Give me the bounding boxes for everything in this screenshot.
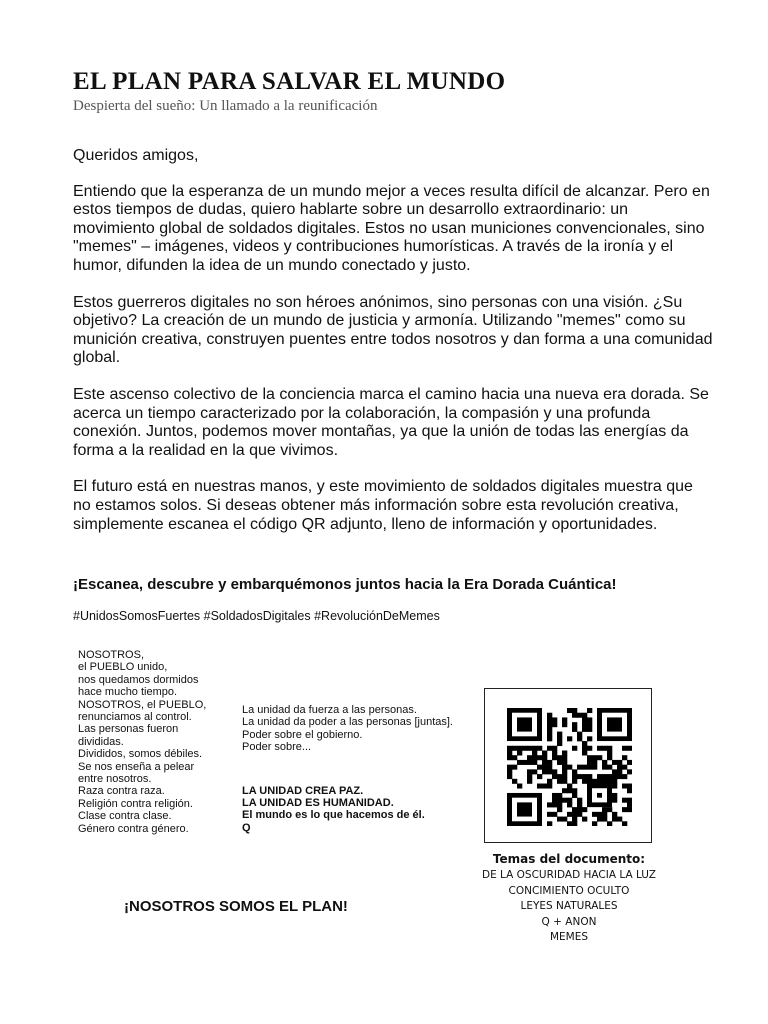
qr-finder-center [517, 802, 532, 816]
unity-bold-line: Q [242, 821, 251, 834]
qr-module [572, 708, 577, 713]
qr-module [602, 760, 607, 765]
letter-paragraph-3: Este ascenso colectivo de la conciencia marca el camino hacia una nueva era dorada. Se acerca un tiempo caracterizado por la colaboración, la compasión y una profunda conexión. Juntos, podemos mover montañas, ya que la unión de todas las energías da forma a la realidad en la que vivimos. [73, 385, 709, 459]
qr-module [627, 746, 632, 751]
unity-line: Poder sobre el gobierno. [242, 728, 363, 741]
qr-module [577, 765, 582, 770]
qr-module [607, 774, 612, 779]
qr-module [562, 817, 567, 822]
qr-module [612, 798, 617, 803]
qr-module [627, 802, 632, 807]
qr-module [567, 736, 572, 741]
qr-module [557, 793, 562, 798]
qr-module [542, 750, 547, 755]
qr-module [562, 765, 567, 770]
poem-line: NOSOTROS, el PUEBLO, [78, 698, 207, 711]
qr-module [527, 774, 532, 779]
qr-module [597, 746, 602, 751]
qr-module [627, 807, 632, 812]
qr-module [582, 741, 587, 746]
qr-module [602, 774, 607, 779]
qr-module [552, 769, 557, 774]
poem-line: NOSOTROS, [78, 649, 145, 661]
qr-module [597, 779, 602, 784]
qr-module [552, 793, 557, 798]
qr-module [562, 722, 567, 727]
qr-module [572, 779, 577, 784]
qr-module [547, 736, 552, 741]
qr-module [537, 765, 542, 770]
qr-module [517, 746, 522, 751]
qr-module [622, 807, 627, 812]
qr-module [537, 755, 542, 760]
qr-module [587, 727, 592, 732]
document-topics [472, 851, 666, 946]
poem-line: Se nos enseña a pelear [78, 760, 195, 773]
qr-module [622, 746, 627, 751]
qr-module [527, 746, 532, 751]
topic-item: MEMES [549, 931, 589, 944]
qr-module [507, 774, 512, 779]
qr-module [512, 765, 517, 770]
qr-module [562, 779, 567, 784]
qr-module [622, 755, 627, 760]
qr-module [562, 717, 567, 722]
document-subtitle: Despierta del sueño: Un llamado a la reunificación [73, 98, 378, 114]
qr-module [622, 784, 627, 789]
poem-line: renunciamos al control. [78, 711, 192, 724]
qr-module [557, 736, 562, 741]
qr-module [587, 779, 592, 784]
qr-module [507, 769, 512, 774]
qr-module [582, 807, 587, 812]
qr-module [562, 788, 567, 793]
qr-module [517, 760, 522, 765]
qr-module [557, 798, 562, 803]
qr-module [542, 769, 547, 774]
qr-module [557, 779, 562, 784]
qr-module [532, 750, 537, 755]
qr-module [542, 784, 547, 789]
qr-module [582, 727, 587, 732]
qr-module [562, 769, 567, 774]
hashtags: #UnidosSomosFuertes #SoldadosDigitales #RevoluciónDeMemes [73, 609, 440, 623]
qr-module [547, 722, 552, 727]
qr-module [607, 779, 612, 784]
unity-line: La unidad da poder a las personas [juntas]. [242, 716, 453, 729]
qr-module [562, 760, 567, 765]
qr-module [547, 727, 552, 732]
qr-module [537, 784, 542, 789]
qr-module [557, 817, 562, 822]
qr-module [562, 798, 567, 803]
qr-module [537, 746, 542, 751]
qr-module [612, 760, 617, 765]
qr-module [572, 769, 577, 774]
qr-module [577, 798, 582, 803]
qr-module [552, 746, 557, 751]
qr-module [582, 722, 587, 727]
poem-line: Las personas fueron [78, 723, 179, 736]
qr-module [617, 817, 622, 822]
qr-module [547, 784, 552, 789]
qr-module [587, 755, 592, 760]
qr-module [512, 755, 517, 760]
qr-module [597, 755, 602, 760]
qr-module [527, 779, 532, 784]
qr-module [537, 774, 542, 779]
document-title: EL PLAN PARA SALVAR EL MUNDO [73, 68, 506, 95]
qr-module [507, 750, 512, 755]
qr-module [527, 769, 532, 774]
qr-module [582, 779, 587, 784]
qr-module [582, 774, 587, 779]
qr-module [542, 765, 547, 770]
qr-module [622, 798, 627, 803]
qr-module [562, 750, 567, 755]
qr-module [572, 722, 577, 727]
qr-module [602, 807, 607, 812]
qr-finder-center [607, 717, 622, 731]
qr-module [567, 708, 572, 713]
qr-module [557, 802, 562, 807]
qr-module [532, 755, 537, 760]
qr-module [547, 713, 552, 718]
topic-item: LEYES NATURALES [520, 900, 618, 913]
qr-module [572, 793, 577, 798]
qr-module [602, 817, 607, 822]
qr-module [542, 760, 547, 765]
qr-module [572, 788, 577, 793]
qr-module [627, 788, 632, 793]
qr-module [592, 812, 597, 817]
qr-module [587, 717, 592, 722]
qr-module [587, 708, 592, 713]
qr-module [547, 769, 552, 774]
qr-module [547, 732, 552, 737]
qr-module [622, 821, 627, 826]
qr-module [547, 802, 552, 807]
qr-module [547, 779, 552, 784]
qr-module [627, 760, 632, 765]
qr-module [607, 821, 612, 826]
qr-module [577, 774, 582, 779]
slogan: ¡NOSOTROS SOMOS EL PLAN! [124, 898, 348, 915]
letter-paragraph-2: Estos guerreros digitales no son héroes anónimos, sino personas con una visión. ¿Su objetivo? La creación de un mundo de justicia y armonía. Utilizando "memes" como su munición creativa, construyen puentes entre todos nosotros y dan forma a una comunidad global. [73, 293, 713, 367]
qr-module [532, 746, 537, 751]
qr-module [602, 779, 607, 784]
unity-bold-line: LA UNIDAD CREA PAZ. [242, 784, 364, 797]
topic-item: DE LA OSCURIDAD HACIA LA LUZ [482, 869, 656, 881]
call-to-action: ¡Escanea, descubre y embarquémonos juntos hacia la Era Dorada Cuántica! [73, 576, 617, 593]
qr-module [582, 717, 587, 722]
letter-paragraph-4: El futuro está en nuestras manos, y este movimiento de soldados digitales muestra que no estamos solos. Si deseas obtener más información sobre esta revolución creativa, simplemente escanea el código QR adjunto, lleno de información y oportunidades. [73, 478, 693, 533]
qr-module [572, 807, 577, 812]
qr-module [507, 755, 512, 760]
qr-module [517, 784, 522, 789]
qr-module [617, 774, 622, 779]
qr-module [512, 746, 517, 751]
qr-module [597, 774, 602, 779]
qr-module [507, 746, 512, 751]
qr-module [522, 746, 527, 751]
qr-module [547, 746, 552, 751]
qr-module [562, 755, 567, 760]
qr-module [582, 750, 587, 755]
qr-module [582, 746, 587, 751]
qr-module [512, 779, 517, 784]
qr-module [582, 713, 587, 718]
qr-module [587, 774, 592, 779]
qr-module [612, 769, 617, 774]
qr-module [572, 746, 577, 751]
qr-module [567, 798, 572, 803]
qr-module [567, 821, 572, 826]
qr-module [557, 755, 562, 760]
qr-finder-center [517, 717, 532, 731]
qr-module [567, 765, 572, 770]
poem-line: Religión contra religión. [78, 797, 193, 810]
topic-item: CONCIMIENTO OCULTO [508, 884, 630, 897]
qr-module [612, 784, 617, 789]
qr-module [592, 760, 597, 765]
qr-module [567, 812, 572, 817]
poem-line: Raza contra raza. [78, 785, 165, 798]
qr-module [612, 779, 617, 784]
qr-module [577, 732, 582, 737]
topic-item: Q + ANON [541, 915, 597, 928]
qr-module [592, 779, 597, 784]
qr-module [567, 802, 572, 807]
qr-module [572, 713, 577, 718]
qr-module [552, 774, 557, 779]
qr-module [592, 821, 597, 826]
qr-module [557, 732, 562, 737]
qr-module [592, 755, 597, 760]
qr-module [527, 755, 532, 760]
topics-heading: Temas del documento: [492, 852, 646, 866]
qr-module [582, 765, 587, 770]
poem-line: hace mucho tiempo. [78, 686, 178, 699]
qr-module [547, 760, 552, 765]
qr-module [567, 784, 572, 789]
qr-module [557, 741, 562, 746]
qr-module [532, 760, 537, 765]
qr-module [532, 769, 537, 774]
qr-module [547, 717, 552, 722]
qr-module [552, 798, 557, 803]
qr-module [607, 807, 612, 812]
qr-module [622, 774, 627, 779]
qr-module [627, 769, 632, 774]
poem-block [78, 649, 248, 835]
qr-module [552, 722, 557, 727]
qr-module [572, 774, 577, 779]
qr-module [597, 812, 602, 817]
letter-body [73, 147, 713, 552]
qr-module [552, 717, 557, 722]
unity-line: La unidad da fuerza a las personas. [242, 704, 417, 716]
qr-module [572, 817, 577, 822]
qr-module [612, 812, 617, 817]
qr-module [627, 784, 632, 789]
qr-module [607, 755, 612, 760]
qr-module [557, 807, 562, 812]
qr-module [612, 817, 617, 822]
qr-module [602, 812, 607, 817]
qr-module [617, 760, 622, 765]
qr-module [567, 788, 572, 793]
qr-module [577, 713, 582, 718]
letter-greeting: Queridos amigos, [73, 147, 199, 164]
qr-module [617, 765, 622, 770]
qr-module [572, 727, 577, 732]
qr-module [612, 793, 617, 798]
qr-module [517, 750, 522, 755]
qr-module [602, 765, 607, 770]
qr-module [607, 765, 612, 770]
unity-bold-line: El mundo es lo que hacemos de él. [242, 809, 425, 822]
qr-module [547, 812, 552, 817]
qr-module [557, 760, 562, 765]
qr-module [572, 812, 577, 817]
qr-module [612, 774, 617, 779]
qr-module [607, 750, 612, 755]
qr-module [587, 746, 592, 751]
qr-code[interactable] [507, 708, 632, 826]
qr-module [587, 760, 592, 765]
qr-module [622, 765, 627, 770]
qr-module [577, 812, 582, 817]
letter-paragraph-1: Entiendo que la esperanza de un mundo mejor a veces resulta difícil de alcanzar. Pero en estos tiempos de dudas, quiero hablarte sobre un desarrollo extraordinario: un movimiento global de soldados digitales. Estos no usan municiones convencionales, sino "memes" – imágenes, videos y contribuciones humorísticas. A través de la ironía y el humor, difunden la idea de un mundo conectado y justo. [73, 182, 710, 274]
qr-module [592, 765, 597, 770]
qr-module [577, 802, 582, 807]
poem-line: Divididos, somos débiles. [78, 748, 203, 761]
qr-module [582, 817, 587, 822]
qr-module [617, 769, 622, 774]
qr-module [552, 802, 557, 807]
qr-module [557, 774, 562, 779]
qr-module [572, 821, 577, 826]
qr-module [552, 750, 557, 755]
qr-module [597, 817, 602, 822]
unity-block [242, 704, 482, 834]
qr-module [562, 774, 567, 779]
poem-line: Género contra género. [78, 822, 189, 835]
qr-module [552, 812, 557, 817]
qr-module [627, 798, 632, 803]
poem-line: el PUEBLO unido, [78, 661, 168, 674]
poem-line: entre nosotros. [78, 773, 152, 786]
qr-module [602, 746, 607, 751]
qr-module [577, 807, 582, 812]
qr-module [542, 755, 547, 760]
poem-line: Clase contra clase. [78, 810, 172, 823]
qr-module [577, 736, 582, 741]
qr-module [547, 765, 552, 770]
qr-module [552, 755, 557, 760]
unity-line: Poder sobre... [242, 741, 312, 754]
qr-alignment-center [597, 793, 602, 798]
qr-module [527, 760, 532, 765]
qr-module [587, 765, 592, 770]
qr-module [587, 736, 592, 741]
qr-module [507, 765, 512, 770]
unity-bold-line: LA UNIDAD ES HUMANIDAD. [242, 797, 394, 810]
qr-module [547, 821, 552, 826]
poem-line: divididas. [78, 735, 124, 748]
qr-module [587, 722, 592, 727]
poem-line: nos quedamos dormidos [78, 673, 199, 686]
qr-module [522, 760, 527, 765]
qr-code-frame [484, 688, 652, 843]
qr-module [607, 746, 612, 751]
